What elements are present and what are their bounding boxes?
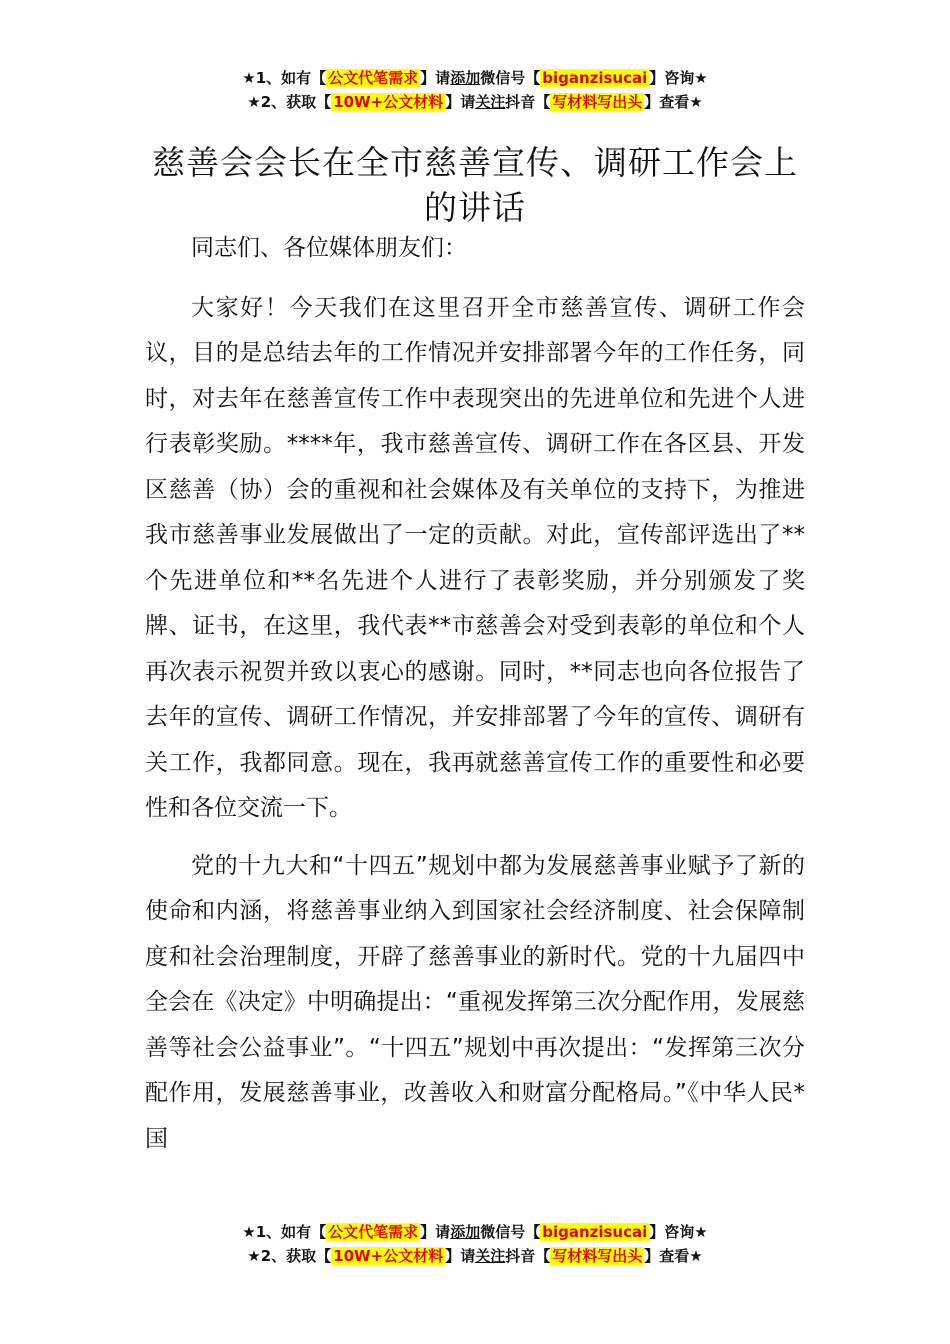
highlight-douyin: 写材料写出头 xyxy=(552,93,643,111)
banner-text: 】查看★ xyxy=(644,1247,703,1265)
document-title: 慈善会会长在全市慈善宣传、调研工作会上的讲话 xyxy=(152,143,798,228)
underlined-word: 关注 xyxy=(475,93,506,111)
banner-line-1 xyxy=(0,1220,950,1244)
paragraph: 大家好！今天我们在这里召开全市慈善宣传、调研工作会议，目的是总结去年的工作情况并安排部署今年的工作任务，同时，对去年在慈善宣传工作中表现突出的先进单位和先进个人进行表彰奖励。****年，我市慈善宣传、调研工作在各区县、开发区慈善（协）会的重视和社会媒体及有关单位的支持下，为推进我市慈善事业发展做出了一定的贡献。对此，宣传部评选出了**个先进单位和**名先进个人进行了表彰奖励，并分别颁发了奖牌、证书，在这里，我代表**市慈善会对受到表彰的单位和个人再次表示祝贺并致以衷心的感谢。同时，**同志也向各位报告了去年的宣传、调研工作情况，并安排部署了今年的宣传、调研有关工作，我都同意。现在，我再就慈善宣传工作的重要性和必要性和各位交流一下。 xyxy=(145,294,805,821)
banner-text: ★2、获取【 xyxy=(247,93,332,111)
highlight-materials: 10W+公文材料 xyxy=(333,1247,444,1265)
salutation: 同志们、各位媒体朋友们： xyxy=(191,235,467,261)
banner-text: 】请 xyxy=(420,69,451,87)
underlined-word: 添加 xyxy=(450,69,481,87)
banner-text: ★1、如有【 xyxy=(242,69,327,87)
underlined-word: 添加 xyxy=(450,1223,481,1241)
banner-line-2 xyxy=(0,1244,950,1268)
banner-text: 】咨询★ xyxy=(649,1223,708,1241)
banner-text: ★1、如有【 xyxy=(242,1223,327,1241)
banner-line-2 xyxy=(0,90,950,114)
banner-text: 微信号【 xyxy=(480,69,541,87)
banner-text: 】查看★ xyxy=(644,93,703,111)
banner-line-1 xyxy=(0,66,950,90)
document-body xyxy=(145,226,805,1174)
highlight-service: 公文代笔需求 xyxy=(328,69,419,87)
footer-banner xyxy=(0,1220,950,1268)
underlined-word: 关注 xyxy=(475,1247,506,1265)
highlight-wechat-id: biganzisucai xyxy=(542,1223,648,1241)
banner-text: 微信号【 xyxy=(480,1223,541,1241)
banner-text: 】咨询★ xyxy=(649,69,708,87)
banner-text: 】请 xyxy=(445,1247,476,1265)
header-banner xyxy=(0,66,950,114)
banner-text: 】请 xyxy=(420,1223,451,1241)
banner-text: 抖音【 xyxy=(505,1247,551,1265)
highlight-wechat-id: biganzisucai xyxy=(542,69,648,87)
banner-text: 】请 xyxy=(445,93,476,111)
banner-text: 抖音【 xyxy=(505,93,551,111)
highlight-service: 公文代笔需求 xyxy=(328,1223,419,1241)
paragraph: 党的十九大和“十四五”规划中都为发展慈善事业赋予了新的使命和内涵，将慈善事业纳入到国家社会经济制度、社会保障制度和社会治理制度，开辟了慈善事业的新时代。党的十九届四中全会在《决定》中明确提出：“重视发挥第三次分配作用，发展慈善等社会公益事业”。“十四五”规划中再次提出：“发挥第三次分配作用，发展慈善事业，改善收入和财富分配格局。”《中华人民*国 xyxy=(145,852,805,1152)
banner-text: ★2、获取【 xyxy=(247,1247,332,1265)
highlight-materials: 10W+公文材料 xyxy=(333,93,444,111)
highlight-douyin: 写材料写出头 xyxy=(552,1247,643,1265)
